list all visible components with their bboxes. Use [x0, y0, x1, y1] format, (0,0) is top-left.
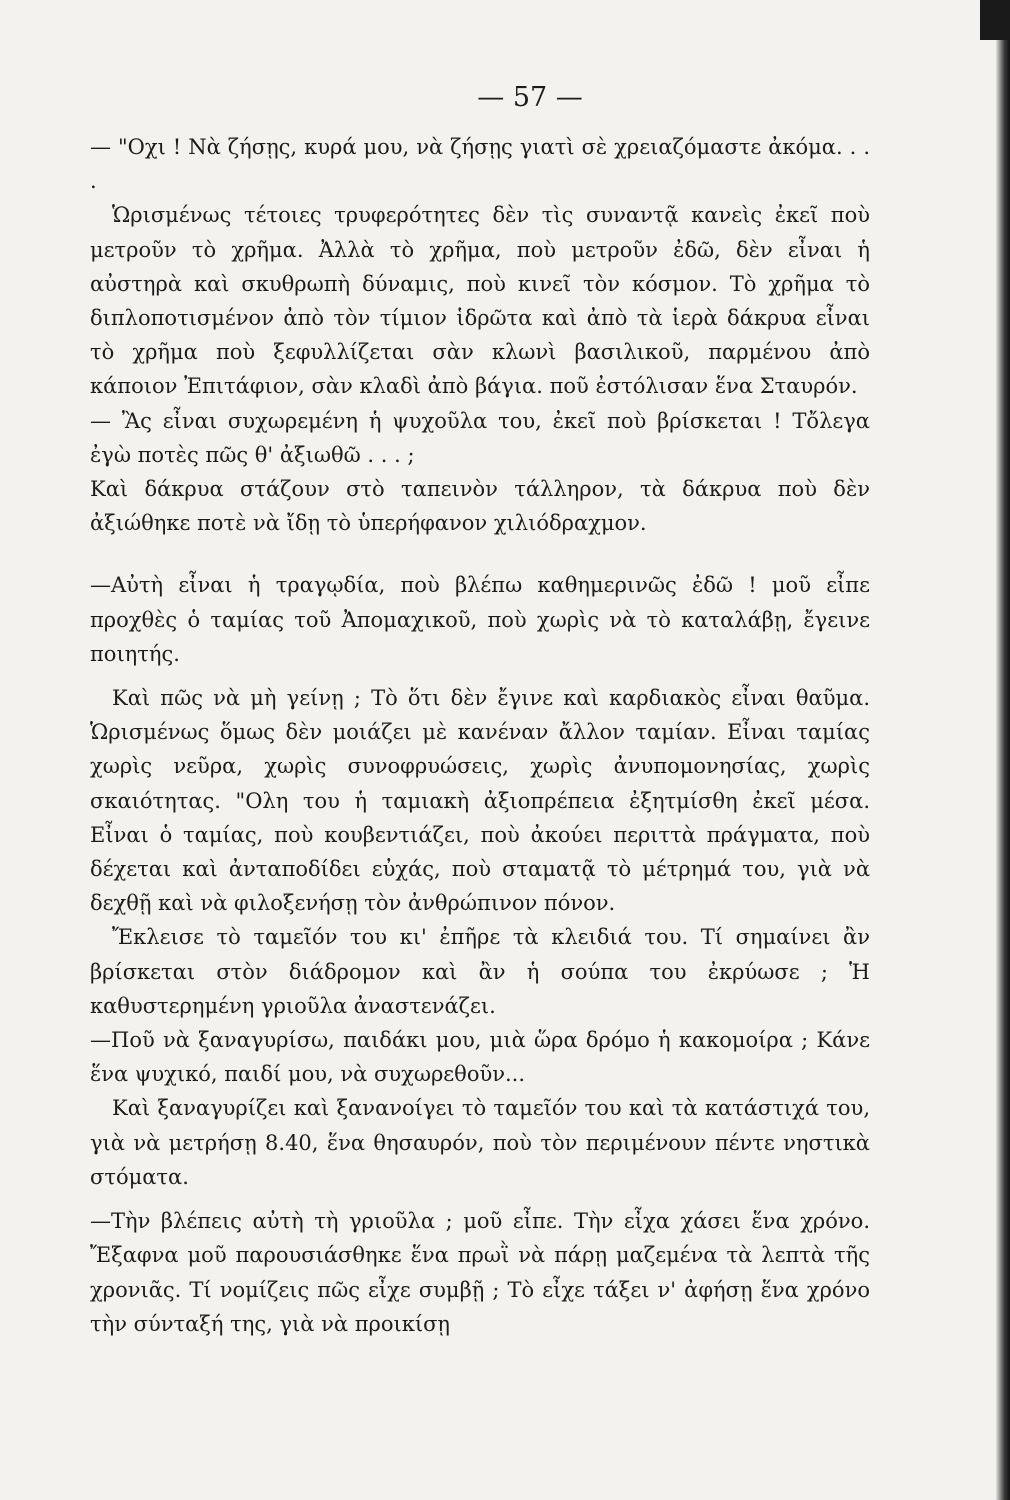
paragraph-9: Καὶ ξαναγυρίζει καὶ ξανανοίγει τὸ ταμεῖόν του καὶ τὰ κατάστιχά του, γιὰ νὰ μετρήσῃ 8.40, ἕνα θησαυρόν, ποὺ τὸν περιμένουν πέντε νηστικὰ στόματα. [90, 1096, 870, 1189]
paragraph-10: —Τὴν βλέπεις αὐτὴ τὴ γριοῦλα ; μοῦ εἶπε. Τὴν εἶχα χάσει ἕνα χρόνο. Ἔξαφνα μοῦ παρουσιάσθηκε ἕνα πρωῒ νὰ πάρῃ μαζεμένα τὰ λεπτὰ τῆς χρονιᾶς. Τί νομίζεις πῶς εἶχε συμβῇ ; Τὸ εἶχε τάξει ν' ἀφήσῃ ἕνα χρόνο τὴν σύνταξή της, γιὰ νὰ προικίσῃ [90, 1209, 870, 1336]
paragraph-8: —Ποῦ νὰ ξαναγυρίσω, παιδάκι μου, μιὰ ὥρα δρόμο ἡ κακομοίρα ; Κάνε ἕνα ψυχικό, παιδί μου, νὰ συχωρεθοῦν... [90, 1028, 870, 1087]
page-number: — 57 — [477, 82, 583, 113]
book-page [90, 78, 870, 1341]
paragraph-5: —Αὐτὴ εἶναι ἡ τραγῳδία, ποὺ βλέπω καθημερινῶς ἐδῶ ! μοῦ εἶπε προχθὲς ὁ ταμίας τοῦ Ἀπομαχικοῦ, ποὺ χωρὶς νὰ τὸ καταλάβῃ, ἔγεινε ποιητής. [90, 573, 870, 666]
paragraph-6: Καὶ πῶς νὰ μὴ γείνῃ ; Τὸ ὅτι δὲν ἔγινε καὶ καρδιακὸς εἶναι θαῦμα. Ὡρισμένως ὅμως δὲν μοιάζει μὲ κανέναν ἄλλον ταμίαν. Εἶναι ταμίας χωρὶς νεῦρα, χωρὶς συνοφρυώσεις, χωρὶς ἀνυπομονησίας, χωρὶς σκαιότητας. "Ολη του ἡ ταμιακὴ ἀξιοπρέπεια ἐξητμίσθη ἐκεῖ μέσα. Εἶναι ὁ ταμίας, ποὺ κουβεντιάζει, ποὺ ἀκούει περιττὰ πράγματα, ποὺ δέχεται καὶ ἀνταποδίδει εὐχάς, ποὺ σταματᾷ τὸ μέτρημά του, γιὰ νὰ δεχθῇ καὶ νὰ φιλοξενήσῃ τὸν ἀνθρώπινον πόνον. [90, 686, 870, 916]
paragraph-3: — Ἂς εἶναι συχωρεμένη ἡ ψυχοῦλα του, ἐκεῖ ποὺ βρίσκεται ! Τὄλεγα ἐγὼ ποτὲς πῶς θ' ἀξιωθῶ . . . ; [90, 408, 870, 467]
scan-corner [980, 0, 1010, 40]
scan-edge [996, 0, 1010, 1500]
paragraph-7: Ἔκλεισε τὸ ταμεῖόν του κι' ἐπῆρε τὰ κλειδιά του. Τί σημαίνει ἂν βρίσκεται στὸν διάδρομον καὶ ἂν ἡ σούπα του ἐκρύωσε ; Ἡ καθυστερημένη γριοῦλα ἀναστενάζει. [90, 925, 870, 1018]
page-body [90, 130, 870, 1341]
paragraph-1: — "Οχι ! Νὰ ζήσῃς, κυρά μου, νὰ ζήσῃς γιατὶ σὲ χρειαζόμαστε ἀκόμα. . . . [90, 135, 870, 194]
paragraph-4: Καὶ δάκρυα στάζουν στὸ ταπεινὸν τάλληρον, τὰ δάκρυα ποὺ δὲν ἀξιώθηκε ποτὲ νὰ ἴδῃ τὸ ὑπερήφανον χιλιόδραχμον. [90, 477, 870, 536]
paragraph-2: Ὡρισμένως τέτοιες τρυφερότητες δὲν τὶς συναντᾷ κανεὶς ἐκεῖ ποὺ μετροῦν τὸ χρῆμα. Ἀλλὰ τὸ χρῆμα, ποὺ μετροῦν ἐδῶ, δὲν εἶναι ἡ αὐστηρὰ καὶ σκυθρωπὴ δύναμις, ποὺ κινεῖ τὸν κόσμον. Τὸ χρῆμα τὸ διπλοποτισμένον ἀπὸ τὸν τίμιον ἱδρῶτα καὶ ἀπὸ τὰ ἱερὰ δάκρυα εἶναι τὸ χρῆμα ποὺ ξεφυλλίζεται σὰν κλωνὶ βασιλικοῦ, παρμένου ἀπὸ κάποιον Ἐπιτάφιον, σὰν κλαδὶ ἀπὸ βάγια. ποῦ ἐστόλισαν ἕνα Σταυρόν. [90, 203, 870, 399]
